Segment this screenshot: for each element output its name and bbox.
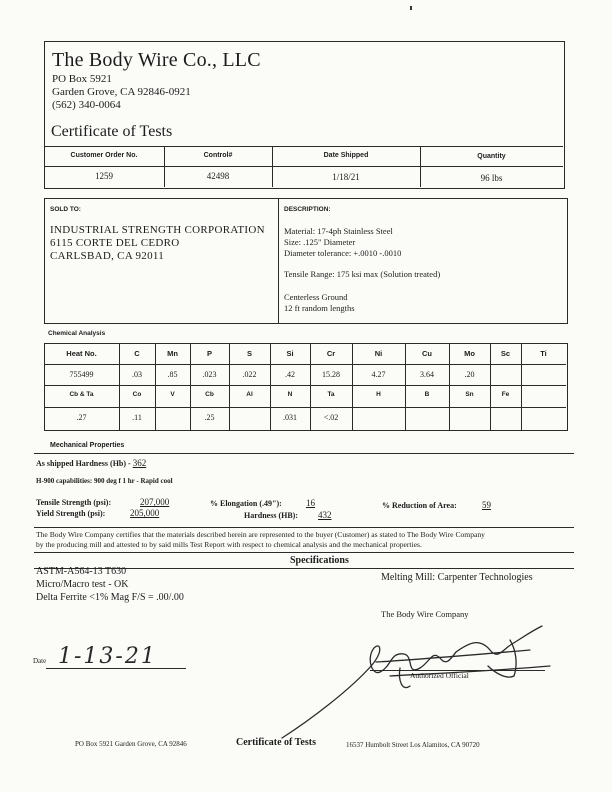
date-line xyxy=(46,668,186,669)
order-header-customer-order: Customer Order No. xyxy=(70,152,138,159)
handwritten-date: 1-13-21 xyxy=(58,644,157,669)
description-tolerance: Diameter tolerance: +.0010 -.0010 xyxy=(284,248,402,258)
order-value-quantity: 96 lbs xyxy=(480,173,503,183)
description-lengths: 12 ft random lengths xyxy=(284,303,355,313)
chem-header-cell: Ti xyxy=(540,349,547,358)
chem-value-cell: 4.27 xyxy=(371,370,386,379)
chem-header-cell: B xyxy=(424,391,430,398)
h900-line: H-900 capabilities: 900 deg f 1 hr - Rapid cool xyxy=(36,477,173,485)
hardness-hb-label: Hardness (HB): xyxy=(244,511,298,520)
authorized-official: Authorized Official xyxy=(410,671,469,680)
tensile-value: 207,000 xyxy=(140,497,170,507)
chem-value-cell: .27 xyxy=(76,413,87,422)
chem-header-cell: Cb xyxy=(205,391,214,398)
chem-header-cell: V xyxy=(170,391,175,398)
chem-header-cell: P xyxy=(206,349,212,358)
date-label: Date xyxy=(33,657,47,665)
chem-value-cell: .022 xyxy=(242,370,257,379)
certification-statement: The Body Wire Company certifies that the materials described herein are represented to the buyer (Customer) as stated to The Body Wire Company xyxy=(36,530,485,539)
hardness-line xyxy=(36,458,146,468)
chem-header-cell: Co xyxy=(132,391,142,398)
chem-value-cell: .11 xyxy=(132,413,142,422)
chem-header-cell: Ta xyxy=(327,391,335,398)
chem-value-cell: .20 xyxy=(464,370,475,379)
chem-row-line xyxy=(44,364,566,365)
chem-header-cell: Al xyxy=(246,391,253,398)
certificate-title: Certificate of Tests xyxy=(51,123,173,140)
description-label: DESCRIPTION: xyxy=(284,206,331,213)
description-tensile: Tensile Range: 175 ksi max (Solution treated) xyxy=(284,269,441,279)
signature-graphic xyxy=(280,620,580,740)
spec-line: Delta Ferrite <1% Mag F/S = .00/.00 xyxy=(36,592,184,603)
hardness-value: 362 xyxy=(132,458,147,468)
chem-value-cell: .42 xyxy=(285,370,295,379)
chem-value-cell: 3.64 xyxy=(420,370,434,379)
chem-value-cell: 755499 xyxy=(69,370,94,379)
yield-label: Yield Strength (psi): xyxy=(36,509,106,518)
chem-row-line xyxy=(44,385,566,386)
chemical-title: Chemical Analysis xyxy=(48,330,106,337)
certification-statement: by the producing mill and attested to by said mills Test Report with respect to chemical analysis and the mechanical properties. xyxy=(36,540,422,549)
order-value-date-shipped: 1/18/21 xyxy=(332,172,360,182)
chem-header-cell: Mo xyxy=(464,349,475,358)
chem-value-cell: .031 xyxy=(283,413,297,422)
order-value-control: 42498 xyxy=(206,171,230,181)
hardness-hb-value: 432 xyxy=(318,510,332,520)
chem-value-cell: .03 xyxy=(132,370,142,379)
elongation-label: % Elongation (.49"): xyxy=(210,499,282,508)
description-finish: Centerless Ground xyxy=(284,292,348,302)
chem-header-cell: Sc xyxy=(500,349,511,358)
chem-header-cell: Cb & Ta xyxy=(69,391,94,398)
description-material: Material: 17-4ph Stainless Steel xyxy=(284,226,393,236)
chem-header-cell: Fe xyxy=(501,391,510,398)
chem-value-cell: .85 xyxy=(167,370,178,379)
order-header-date-shipped: Date Shipped xyxy=(323,152,369,159)
sold-to-line: INDUSTRIAL STRENGTH CORPORATION xyxy=(50,224,265,236)
chem-header-cell: Si xyxy=(286,349,294,358)
melting-mill: Melting Mill: Carpenter Technologies xyxy=(381,572,533,583)
statement-rule xyxy=(34,552,574,553)
chem-header-cell: Cu xyxy=(422,349,432,358)
scan-mark xyxy=(410,6,412,10)
mechanical-title: Mechanical Properties xyxy=(50,442,125,449)
mechanical-rule xyxy=(34,453,574,454)
chem-header-cell: C xyxy=(134,349,140,358)
description-size: Size: .125" Diameter xyxy=(284,237,356,247)
order-header-quantity: Quantity xyxy=(477,153,506,160)
phone: (562) 340-0064 xyxy=(52,99,121,111)
sold-to-line: CARLSBAD, CA 92011 xyxy=(50,250,165,262)
company-name: The Body Wire Co., LLC xyxy=(52,49,261,71)
chem-value-cell: 15.28 xyxy=(322,370,340,379)
chem-header-cell: N xyxy=(287,391,293,398)
hardness-label: As shipped Hardness (Hb) - xyxy=(36,459,133,468)
sold-desc-divider xyxy=(278,198,279,323)
chem-value-cell: .25 xyxy=(204,413,215,422)
order-table-top xyxy=(44,146,563,147)
chem-header-cell: Ni xyxy=(374,349,383,358)
chem-header-cell: S xyxy=(246,349,252,358)
reduction-label: % Reduction of Area: xyxy=(382,501,457,510)
chem-row-line xyxy=(44,407,566,408)
spec-line: ASTM-A564-13 T630 xyxy=(36,566,127,577)
reduction-value: 59 xyxy=(482,500,491,510)
tensile-label: Tensile Strength (psi): xyxy=(36,498,112,507)
chem-header-cell: Cr xyxy=(326,349,336,358)
chem-header-cell: Mn xyxy=(167,349,178,358)
statement-rule xyxy=(34,527,574,528)
po-box: PO Box 5921 xyxy=(52,73,112,85)
footer-title: Certificate of Tests xyxy=(236,737,316,748)
specifications-title: Specifications xyxy=(290,555,349,566)
chem-value-cell: .023 xyxy=(202,370,217,379)
chem-header-cell: Sn xyxy=(465,391,474,398)
chem-value-cell: <.02 xyxy=(323,413,339,422)
sold-to-label: SOLD TO: xyxy=(50,206,81,213)
yield-value: 205,000 xyxy=(130,508,160,518)
footer-address-right: 16537 Humbolt Street Los Alamitos, CA 90720 xyxy=(346,741,480,749)
elongation-value: 16 xyxy=(306,498,315,508)
order-header-control: Control# xyxy=(203,152,233,159)
footer-address: PO Box 5921 Garden Grove, CA 92846 xyxy=(75,740,187,748)
sold-to-line: 6115 CORTE DEL CEDRO xyxy=(50,237,180,249)
chem-header-cell: Heat No. xyxy=(66,349,97,358)
order-table-mid xyxy=(44,166,563,167)
order-value-customer-order: 1259 xyxy=(95,171,113,181)
chem-header-cell: H xyxy=(376,391,381,398)
city-state: Garden Grove, CA 92846-0921 xyxy=(52,86,191,98)
spec-line: Micro/Macro test - OK xyxy=(36,579,129,590)
signature-company: The Body Wire Company xyxy=(381,609,469,619)
